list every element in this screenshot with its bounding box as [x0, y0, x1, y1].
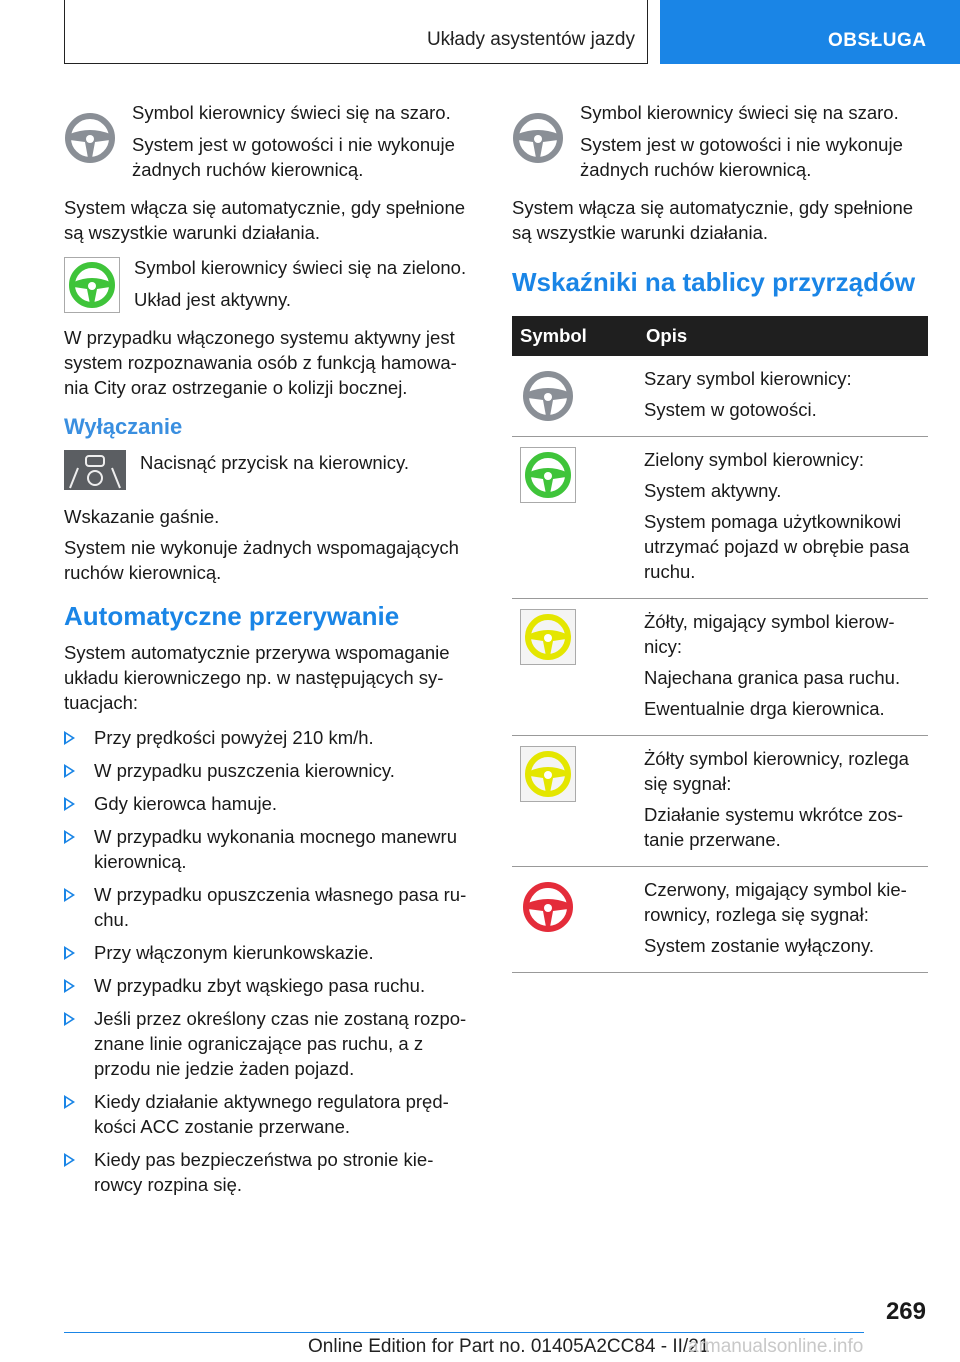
col-symbol-header: Symbol	[512, 316, 638, 356]
indicators-table	[512, 316, 928, 973]
list-item: Gdy kierowca hamuje.	[64, 791, 479, 816]
gray-wheel-text-1: Symbol kierownicy świeci się na szaro.	[132, 102, 451, 123]
desc-cell: Żółty, migający symbol kierow-nicy: Najechana granica pasa ruchu. Ewentualnie drga kierownica.	[638, 599, 928, 736]
list-item: W przypadku wykonania mocnego manewru kierownicą.	[64, 824, 479, 874]
desc-cell: Żółty symbol kierownicy, rozlega się sygnał: Działanie systemu wkrótce zos-tanie przerwane.	[638, 736, 928, 867]
left-column	[64, 100, 479, 1205]
steering-wheel-yellow-icon	[520, 746, 576, 802]
table-row	[512, 437, 928, 599]
gray-wheel-info	[64, 100, 479, 189]
col-desc-header: Opis	[638, 316, 928, 356]
indicators-heading: Wskaźniki na tablicy przyrządów	[512, 267, 916, 297]
green-wheel-text-1: Symbol kierownicy świeci się na zielono.	[134, 257, 467, 278]
list-item: W przypadku opuszczenia własnego pasa ru-chu.	[64, 882, 479, 932]
list-item: Przy włączonym kierunkowskazie.	[64, 940, 479, 965]
symbol-cell	[512, 736, 638, 867]
table-row	[512, 356, 928, 437]
header-title-box	[64, 0, 648, 64]
triangle-bullet-icon	[64, 946, 75, 960]
steering-wheel-yellow-blinking-icon	[520, 609, 576, 665]
desc-cell: Czerwony, migający symbol kie-rownicy, rozlega się sygnał: System zostanie wyłączony.	[638, 867, 928, 973]
active-systems-paragraph: W przypadku włączonego systemu aktywny jest system rozpoznawania osób z funkcją hamowa-nia City oraz ostrzeganie o kolizji bocznej.	[64, 327, 457, 398]
list-item: Kiedy działanie aktywnego regulatora pręd-kości ACC zostanie przerwane.	[64, 1089, 479, 1139]
watermark: armanualsonline.info	[688, 1336, 864, 1357]
symbol-cell	[512, 867, 638, 973]
auto-enable-paragraph: System włącza się automatycznie, gdy spełnione są wszystkie warunki działania.	[512, 197, 914, 243]
table-row	[512, 736, 928, 867]
gray-wheel-text-2: System jest w gotowości i nie wykonuje żadnych ruchów kierownicą.	[580, 134, 903, 180]
triangle-bullet-icon	[64, 797, 75, 811]
lane-assist-button-icon	[64, 450, 126, 490]
gray-wheel-text-1: Symbol kierownicy świeci się na szaro.	[580, 102, 899, 123]
symbol-cell	[512, 599, 638, 736]
steering-wheel-red-blinking-icon	[522, 881, 578, 937]
indicator-off-text: Wskazanie gaśnie.	[64, 506, 220, 527]
right-column	[512, 100, 927, 973]
steering-wheel-gray-icon	[522, 370, 578, 426]
auto-interrupt-intro: System automatycznie przerywa wspomaganie układu kierowniczego np. w następujących sy-tuacjach:	[64, 642, 450, 713]
list-item: Kiedy pas bezpieczeństwa po stronie kie-rowcy rozpina się.	[64, 1147, 479, 1197]
steering-wheel-gray-icon	[64, 112, 120, 168]
list-item: W przypadku zbyt wąskiego pasa ruchu.	[64, 973, 479, 998]
triangle-bullet-icon	[64, 830, 75, 844]
footer-divider	[64, 1332, 864, 1333]
table-header-row	[512, 316, 928, 356]
switch-off-instruction: Nacisnąć przycisk na kierownicy.	[140, 452, 410, 473]
steering-wheel-green-icon	[520, 447, 576, 503]
chapter-tab-label: OBSŁUGA	[828, 30, 927, 51]
desc-cell: Szary symbol kierownicy: System w gotowości.	[638, 356, 928, 437]
triangle-bullet-icon	[64, 1153, 75, 1167]
symbol-cell	[512, 437, 638, 599]
auto-enable-paragraph: System włącza się automatycznie, gdy spełnione są wszystkie warunki działania.	[64, 197, 466, 243]
table-row	[512, 867, 928, 973]
desc-cell: Zielony symbol kierownicy: System aktywny. System pomaga użytkownikowi utrzymać pojazd w obrębie pasa ruchu.	[638, 437, 928, 599]
triangle-bullet-icon	[64, 979, 75, 993]
gray-wheel-text-2: System jest w gotowości i nie wykonuje żadnych ruchów kierownicą.	[132, 134, 455, 180]
triangle-bullet-icon	[64, 764, 75, 778]
section-title: Układy asystentów jazdy	[426, 29, 635, 50]
steering-wheel-green-icon	[64, 257, 120, 313]
list-item: Jeśli przez określony czas nie zostaną rozpo-znane linie ograniczające pas ruchu, a z przodu nie jedzie żaden pojazd.	[64, 1006, 479, 1081]
switch-off-button-info	[64, 450, 479, 490]
edition-text: Online Edition for Part no. 01405A2CC84 - II/21	[308, 1336, 710, 1357]
switch-off-heading: Wyłączanie	[64, 414, 183, 439]
steering-wheel-gray-icon	[512, 112, 568, 168]
green-wheel-text-2: Układ jest aktywny.	[134, 289, 291, 310]
interrupt-conditions-list	[64, 725, 479, 1197]
triangle-bullet-icon	[64, 888, 75, 902]
chapter-tab[interactable]	[660, 0, 960, 64]
page-number: 269	[885, 1298, 926, 1325]
no-steering-text: System nie wykonuje żadnych wspomagających ruchów kierownicą.	[64, 537, 459, 583]
green-wheel-info	[64, 255, 479, 319]
auto-interrupt-heading: Automatyczne przerywanie	[64, 601, 400, 631]
triangle-bullet-icon	[64, 1012, 75, 1026]
triangle-bullet-icon	[64, 1095, 75, 1109]
triangle-bullet-icon	[64, 731, 75, 745]
symbol-cell	[512, 356, 638, 437]
gray-wheel-info-right	[512, 100, 927, 189]
table-row	[512, 599, 928, 736]
list-item: W przypadku puszczenia kierownicy.	[64, 758, 479, 783]
list-item: Przy prędkości powyżej 210 km/h.	[64, 725, 479, 750]
